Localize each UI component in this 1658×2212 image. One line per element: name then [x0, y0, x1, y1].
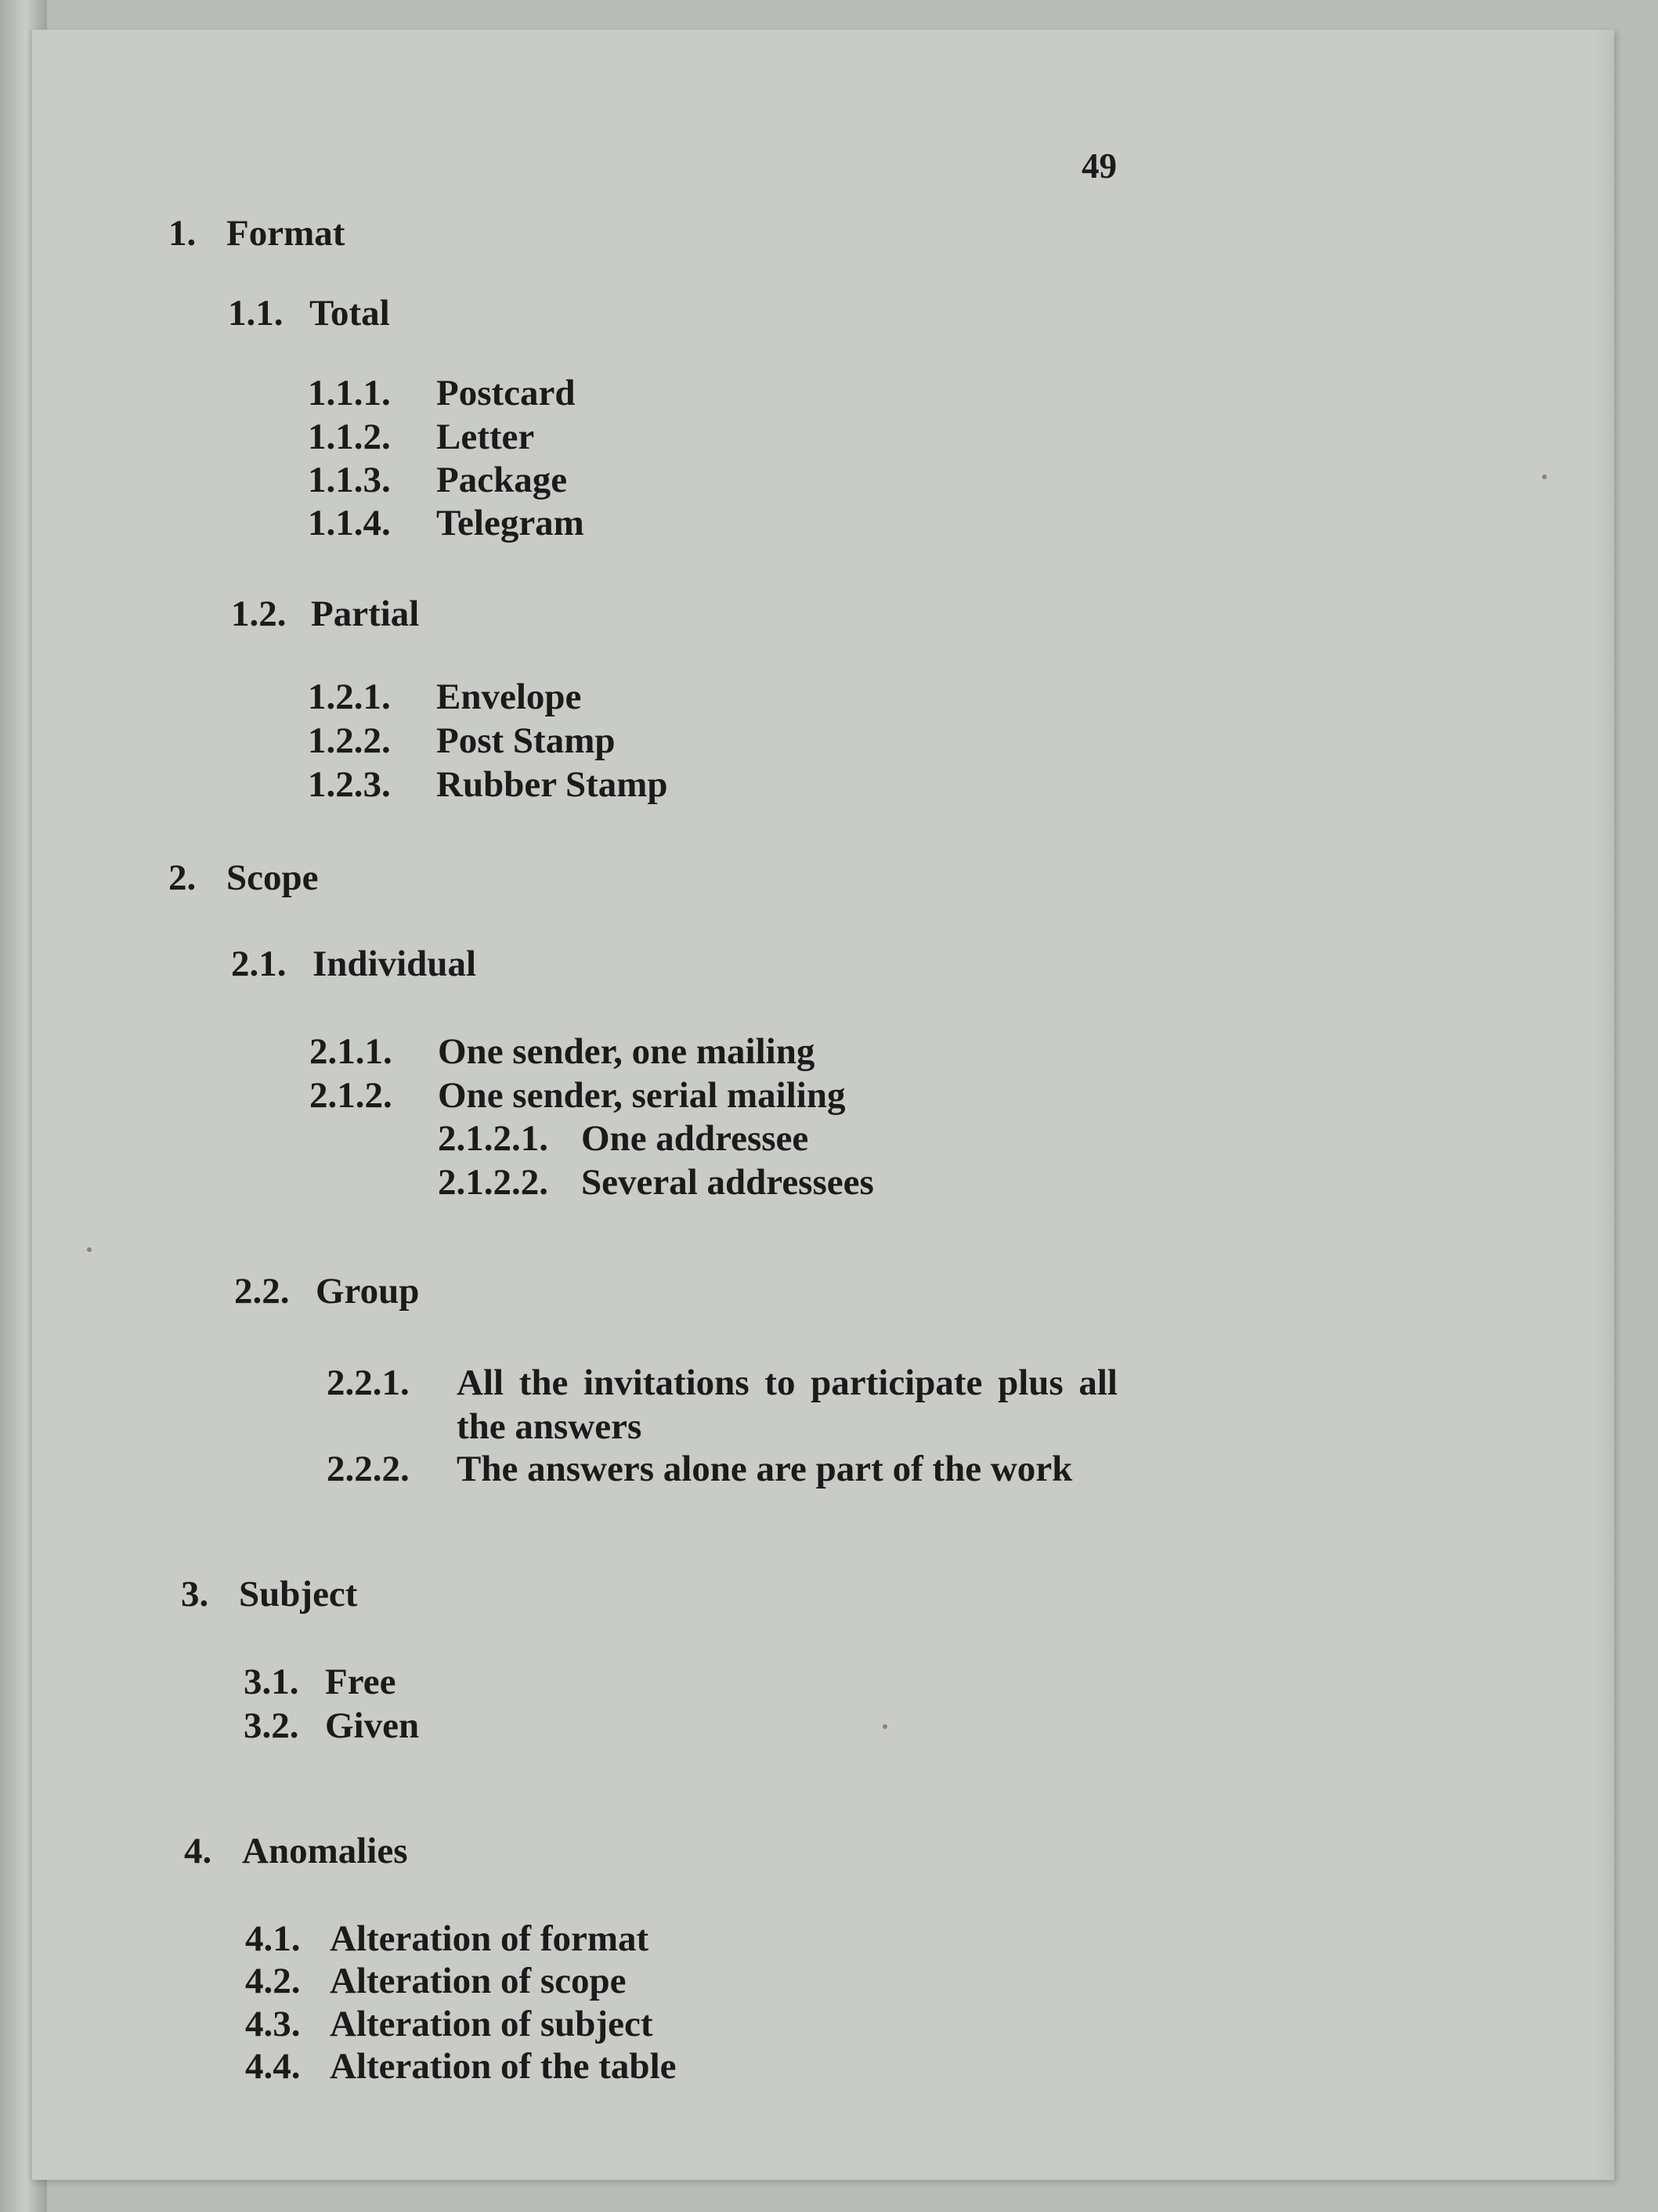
outline-number: 2.1.2. [309, 1075, 392, 1116]
outline-label: One sender, serial mailing [438, 1075, 846, 1116]
outline-number: 1.2. [231, 594, 287, 634]
outline-label: Package [436, 460, 568, 500]
paper-speck [87, 1247, 92, 1252]
outline-number: 1.2.2. [308, 720, 391, 761]
outline-number: 2. [168, 857, 197, 898]
outline-label: Given [325, 1705, 420, 1746]
outline-label: Free [325, 1662, 396, 1702]
outline-item-answers-alone [327, 1447, 1149, 1535]
outline-number: 4.3. [245, 2004, 301, 2044]
outline-number: 2.2. [234, 1271, 290, 1312]
outline-number: 1.1.4. [308, 503, 391, 543]
outline-number: 2.1. [231, 944, 287, 984]
outline-label: The answers alone are part of the work [457, 1449, 1073, 1489]
outline-label: Group [316, 1271, 420, 1312]
outline-label: Subject [239, 1574, 358, 1615]
outline-label: Letter [436, 417, 535, 457]
outline-number: 2.1.2.1. [438, 1118, 548, 1159]
outline-number: 1.2.1. [308, 677, 391, 717]
outline-number: 4. [184, 1831, 212, 1871]
outline-label: Alteration of subject [330, 2004, 653, 2044]
outline-number: 2.1.2.2. [438, 1162, 548, 1203]
outline-item-invitations [327, 1361, 1149, 1449]
outline-label: Telegram [436, 503, 584, 543]
outline-label: Anomalies [242, 1831, 408, 1871]
page-number: 49 [1082, 146, 1117, 186]
outline-label: Alteration of scope [330, 1961, 627, 2001]
outline-number: 1.1.3. [308, 460, 391, 500]
outline-number: 4.2. [245, 1961, 301, 2001]
outline-number: 4.1. [245, 1918, 301, 1959]
outline-label: Post Stamp [436, 720, 616, 761]
outline-number: 2.2.2. [327, 1449, 410, 1489]
outline-label: Alteration of the table [330, 2046, 677, 2087]
outline-number: 1.2.3. [308, 764, 391, 805]
outline-number: 3.2. [244, 1705, 299, 1746]
outline-label: One addressee [581, 1118, 809, 1159]
outline-number: 1.1.1. [308, 373, 391, 413]
outline-label: Total [309, 293, 390, 334]
outline-label: Envelope [436, 677, 582, 717]
book-page [30, 30, 1614, 2180]
outline-label: Scope [226, 857, 319, 898]
outline-label: Rubber Stamp [436, 764, 668, 805]
outline-label: Individual [312, 944, 477, 984]
outline-label: Partial [311, 594, 420, 634]
outline-label: Format [226, 213, 345, 254]
outline-number: 1. [168, 213, 197, 254]
outline-number: 2.2.1. [327, 1362, 410, 1403]
outline-number: 3.1. [244, 1662, 299, 1702]
outline-number: 3. [181, 1574, 209, 1615]
outline-label: Alteration of format [330, 1918, 649, 1959]
outline-number: 1.1. [228, 293, 284, 334]
paper-speck [883, 1724, 887, 1729]
outline-number: 2.1.1. [309, 1031, 392, 1072]
outline-label: One sender, one mailing [438, 1031, 815, 1072]
outline-label: All the invitations to participate plus all the answers [457, 1362, 1118, 1447]
outline-label: Postcard [436, 373, 576, 413]
outline-number: 4.4. [245, 2046, 301, 2087]
outline-number: 1.1.2. [308, 417, 391, 457]
outline-label: Several addressees [581, 1162, 874, 1203]
paper-speck [1542, 475, 1547, 479]
